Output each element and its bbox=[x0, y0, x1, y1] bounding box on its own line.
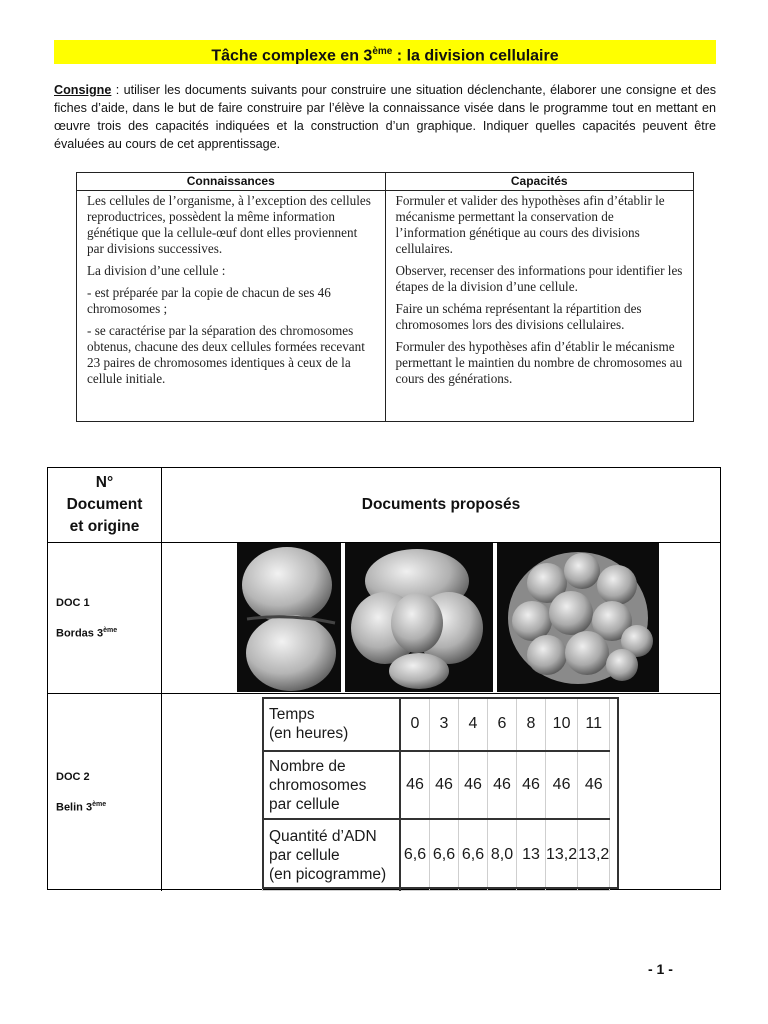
consigne-text: : utiliser les documents suivants pour construire une situation déclenchante, élaborer une consigne et des fiches d’aide, dans le but de faire construire par l’élève la connaissance visée dans le programme tout en mettant en œuvre trois des capacités indiquées et la construction d’un graphique. Indiquer quelles capacités peuvent être évaluées au cours de cet apprentissage. bbox=[54, 83, 716, 151]
doc2-origin bbox=[56, 801, 153, 814]
table-row-adn bbox=[263, 819, 610, 891]
page-number: - 1 - bbox=[648, 961, 673, 977]
doc1-origin bbox=[56, 627, 153, 640]
table-cell: 6,6 bbox=[400, 819, 430, 891]
table-cell: 13,2 bbox=[546, 819, 578, 891]
row-label-temps: Temps (en heures) bbox=[263, 698, 401, 752]
table-cell: 46 bbox=[430, 751, 459, 819]
table-cell: 46 bbox=[578, 751, 610, 819]
header-connaissances: Connaissances bbox=[77, 173, 386, 190]
table-cell: 3 bbox=[430, 698, 459, 752]
consigne-paragraph bbox=[54, 81, 716, 153]
consigne-label: Consigne bbox=[54, 83, 112, 97]
table-cell: 46 bbox=[546, 751, 578, 819]
doc1-content bbox=[162, 543, 720, 693]
connaissance-item: La division d’une cellule : bbox=[87, 263, 226, 278]
table-cell: 46 bbox=[517, 751, 546, 819]
table-cell: 8 bbox=[517, 698, 546, 752]
doc1-origin-text: Bordas 3 bbox=[56, 627, 104, 640]
header-documents-proposes: Documents proposés bbox=[361, 496, 521, 513]
capacite-item: Formuler et valider des hypothèses afin d’établir le mécanisme permettant la conservation de l’information génétique au cours des divisions cellulaires. bbox=[395, 193, 665, 256]
table-cell: 6 bbox=[488, 698, 517, 752]
capacite-item: Formuler des hypothèses afin d’établir le mécanisme permettant le maintien du nombre de chromosomes au cours des générations. bbox=[395, 339, 683, 386]
table-cell: 10 bbox=[546, 698, 578, 752]
table-cell: 46 bbox=[459, 751, 488, 819]
doc1-origin-sup: ème bbox=[103, 626, 118, 634]
table-cell: 6,6 bbox=[459, 819, 488, 891]
table-cell: 11 bbox=[578, 698, 610, 752]
doc2-label bbox=[48, 694, 162, 891]
doc1-label bbox=[48, 543, 162, 693]
table-cell: 46 bbox=[400, 751, 430, 819]
capacite-item: Observer, recenser des informations pour identifier les étapes de la division d’une cellule. bbox=[395, 263, 683, 294]
micrograph-strip bbox=[162, 543, 720, 693]
table-row-chromosomes bbox=[263, 751, 610, 819]
table-cell: 0 bbox=[400, 698, 430, 752]
title-suffix: : la division cellulaire bbox=[392, 47, 559, 65]
table-cell: 6,6 bbox=[430, 819, 459, 891]
table-cell: 4 bbox=[459, 698, 488, 752]
doc2-row bbox=[48, 694, 720, 891]
doc2-origin-text: Belin 3 bbox=[56, 801, 93, 814]
title-sup: ème bbox=[372, 46, 393, 57]
connaissances-column bbox=[77, 191, 386, 422]
programme-table-body bbox=[77, 191, 693, 422]
doc2-content bbox=[162, 694, 720, 891]
programme-table-header bbox=[77, 173, 693, 191]
capacite-item: Faire un schéma représentant la répartition des chromosomes lors des divisions cellulaires. bbox=[395, 301, 642, 332]
title-prefix: Tâche complexe en 3 bbox=[211, 47, 373, 65]
header-line: N° bbox=[95, 474, 114, 491]
page-title bbox=[54, 40, 716, 64]
micrograph-four-cell bbox=[345, 543, 493, 692]
doc2-id: DOC 2 bbox=[56, 771, 90, 784]
documents-table-header bbox=[48, 468, 720, 543]
documents-table bbox=[47, 467, 721, 890]
capacites-column bbox=[386, 191, 694, 422]
micrograph-two-cell bbox=[237, 543, 341, 692]
connaissance-item: - se caractérise par la séparation des chromosomes obtenus, chacune des deux cellules formées recevant 23 paires de chromosomes identiques à ceux de la cellule initiale. bbox=[87, 323, 365, 386]
header-document-origin bbox=[48, 468, 162, 542]
table-row-temps bbox=[263, 698, 610, 752]
doc1-id: DOC 1 bbox=[56, 596, 90, 609]
doc2-origin-sup: ème bbox=[92, 801, 107, 809]
micrograph-morula bbox=[497, 543, 659, 692]
table-cell: 8,0 bbox=[488, 819, 517, 891]
programme-table bbox=[76, 172, 694, 422]
chromosome-dna-table bbox=[262, 697, 610, 891]
row-label-chromosomes: Nombre de chromosomes par cellule bbox=[263, 751, 401, 819]
row-label-adn: Quantité d’ADN par cellule (en picogramme) bbox=[263, 819, 401, 891]
table-cell: 46 bbox=[488, 751, 517, 819]
table-cell: 13,2 bbox=[578, 819, 610, 891]
header-capacites: Capacités bbox=[510, 174, 568, 188]
header-line: et origine bbox=[69, 518, 140, 535]
doc1-row bbox=[48, 543, 720, 694]
connaissance-item: - est préparée par la copie de chacun de ses 46 chromosomes ; bbox=[87, 285, 331, 316]
header-line: Document bbox=[66, 496, 143, 513]
connaissance-item: Les cellules de l’organisme, à l’exception des cellules reproductrices, possèdent la même information génétique que la cellule-œuf dont elles proviennent par divisions successives. bbox=[87, 193, 371, 256]
table-cell: 13 bbox=[517, 819, 546, 891]
